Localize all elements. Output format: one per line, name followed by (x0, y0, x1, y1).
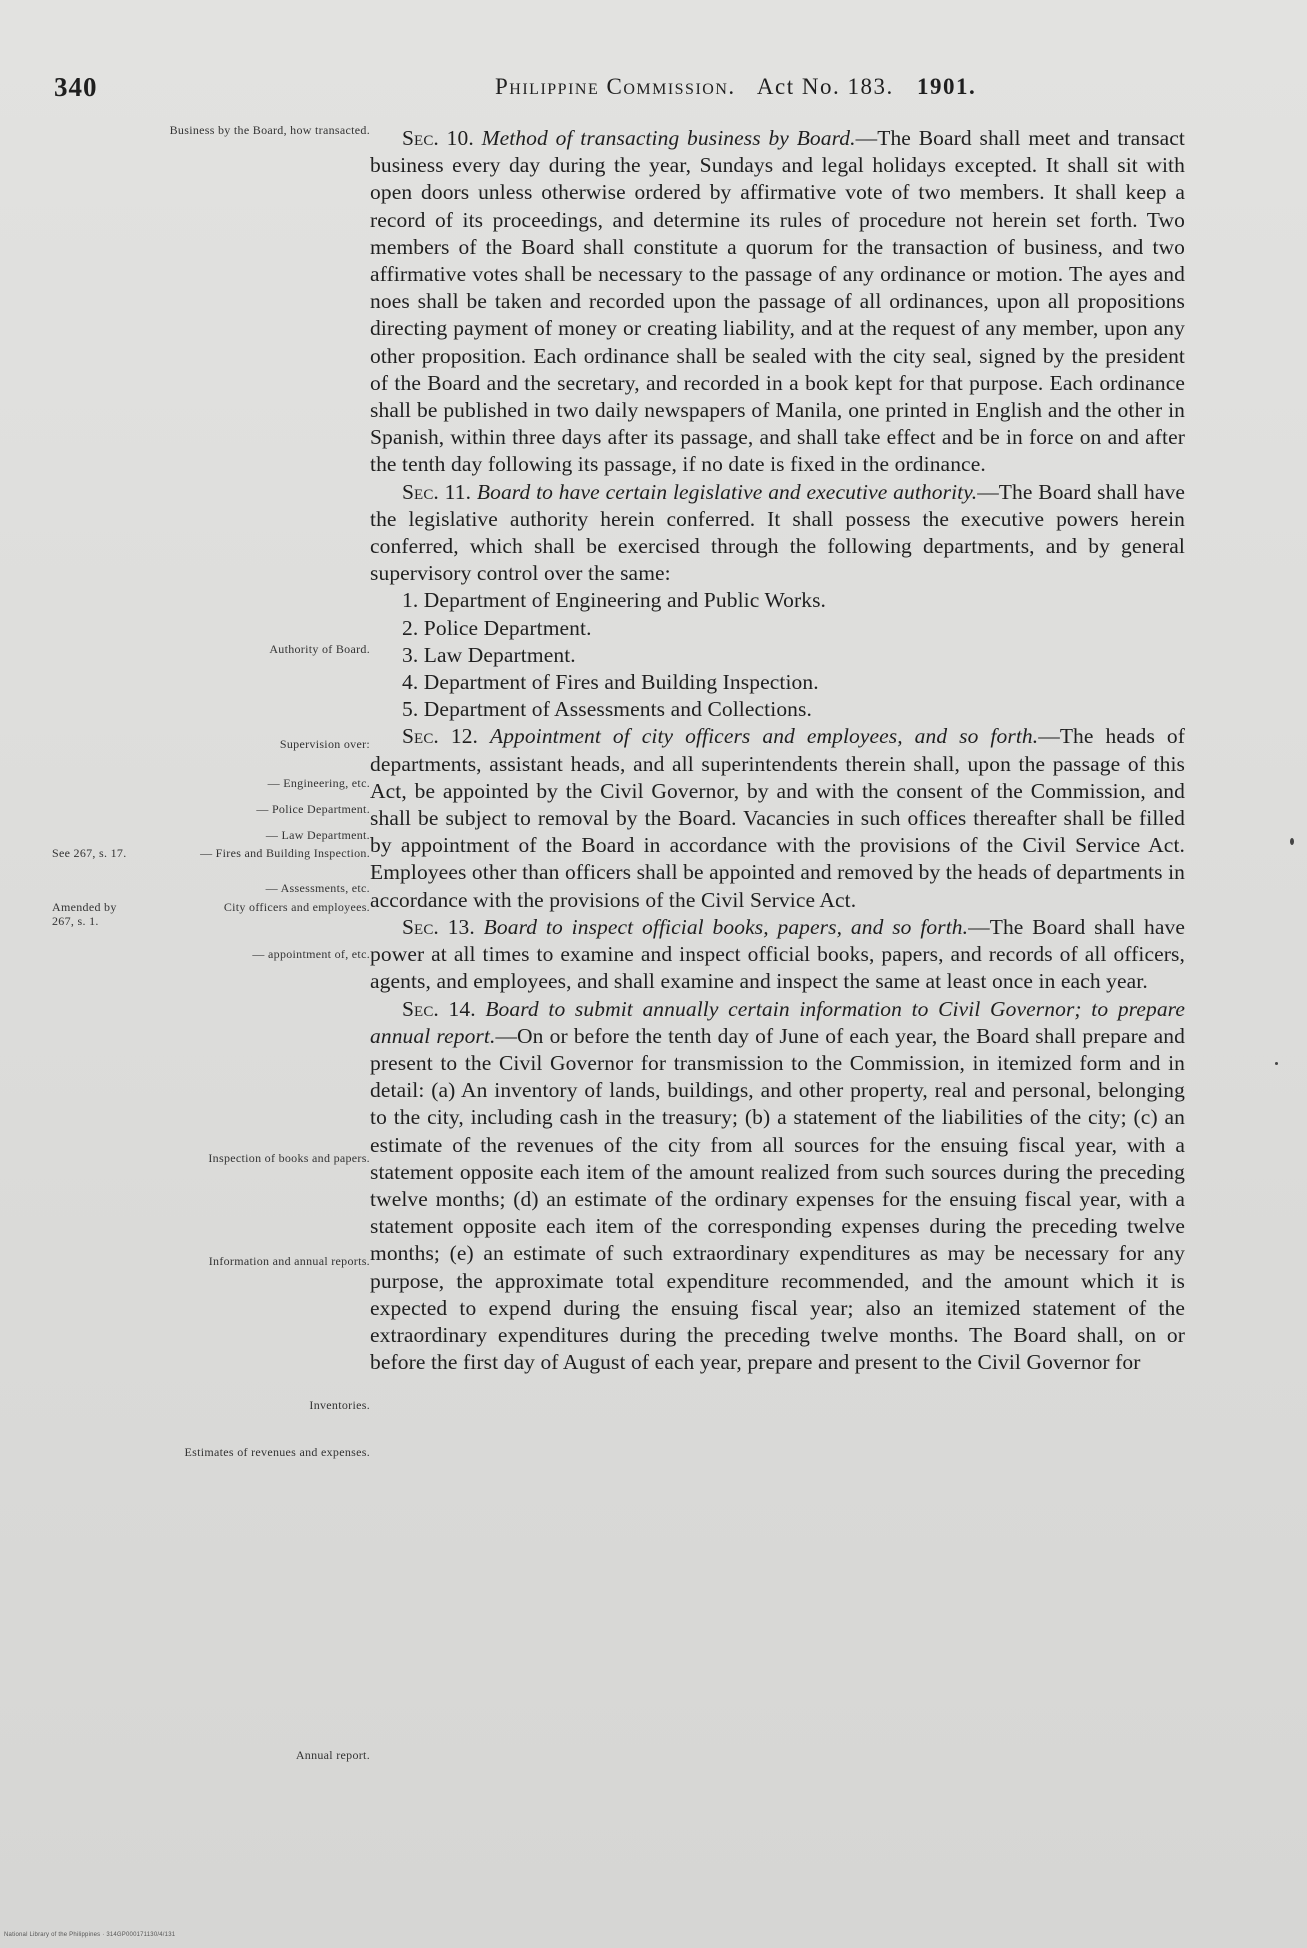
margin-note-information: Information and annual reports. (208, 1254, 370, 1268)
running-head-year: 1901. (916, 74, 977, 99)
margin-note-business: Business by the Board, how transacted. (169, 123, 370, 137)
department-item: 4. Department of Fires and Building Inspection. (402, 670, 819, 695)
section-13-head: Sec. 13. (402, 914, 475, 939)
scan-speck (1275, 1062, 1278, 1065)
department-item: 5. Department of Assessments and Collections. (402, 697, 812, 722)
section-13-text: —The Board shall have power at all times to examine and inspect official books, papers, and records of all officers, agents, and employees, and shall examine and inspect the same at least once in each year. (370, 914, 1185, 994)
margin-note-engineering: — Engineering, etc. (267, 776, 370, 790)
margin-note-inventories: Inventories. (309, 1398, 370, 1412)
margin-note-amended: Amended by 267, s. 1. (52, 900, 117, 928)
margin-note-supervision: Supervision over: (279, 737, 370, 751)
scan-footer-stamp: National Library of the Philippines · 314GP000171130/4/131 (4, 1932, 176, 1938)
section-14-head: Sec. 14. (402, 996, 476, 1021)
margin-note-police: — Police Department. (256, 802, 370, 816)
section-14-title: Board to submit annually certain information to Civil Governor; to prepare annual report. (370, 996, 1185, 1048)
section-12 (370, 723, 1185, 913)
section-10-title: Method of transacting business by Board. (481, 126, 856, 150)
margin-note-estimates: Estimates of revenues and expenses. (184, 1445, 370, 1459)
section-14-text: —On or before the tenth day of June of each year, the Board shall prepare and present to the Civil Governor for transmission to the Commission, in itemized form and in detail: (a) An inventory of lands, buildings, and other property, real and personal, belonging to the city, including cash in the treasury; (b) a statement of the liabilities of the city; (c) an estimate of the revenues of the city from all sources for the ensuing fiscal year, with a statement opposite each item of the amount realized from such sources during the preceding twelve months; (d) an estimate of the ordinary expenses for the ensuing fiscal year, with a statement opposite each item of the corresponding expenses during the preceding twelve months; (e) an estimate of such extraordinary expenditures as may be necessary for any purpose, the approximate total expenditure recommended, and the amount which it is expected to expend during the ensuing fiscal year; also an itemized statement of the extraordinary expenditures during the preceding twelve months. The Board shall, on or before the first day of August of each year, prepare and present to the Civil Governor for (370, 1023, 1185, 1375)
page-number: 340 (54, 72, 98, 102)
section-11-title: Board to have certain legislative and executive authority. (476, 479, 978, 504)
section-12-text: —The heads of departments, assistant heads, and all superintendents therein shall, upon the passage of this Act, be appointed by the Civil Governor, by and with the consent of the Commission, and shall be subject to removal by the Board. Vacancies in such offices thereafter shall be filled by appointment of the Board in accordance with the provisions of the Civil Service Act. Employees other than officers shall be appointed and removed by the heads of departments in accordance with the provisions of the Civil Service Act. (370, 724, 1185, 912)
margin-note-inspection: Inspection of books and papers. (208, 1151, 370, 1165)
department-item: 1. Department of Engineering and Public Works. (402, 588, 827, 613)
body-text (370, 125, 1185, 1376)
margin-note-assessments: — Assessments, etc. (265, 881, 370, 895)
margin-note-fires: — Fires and Building Inspection. (200, 846, 370, 860)
section-11-head: Sec. 11. (402, 479, 472, 504)
department-list (370, 587, 1185, 723)
section-10-head: Sec. 10. (402, 126, 474, 150)
margin-notes (52, 0, 370, 1948)
department-item: 2. Police Department. (402, 615, 592, 640)
section-13 (370, 914, 1185, 996)
running-head (495, 74, 976, 100)
section-13-title: Board to inspect official books, papers, and so forth. (483, 914, 969, 939)
running-head-title: Philippine Commission. (495, 74, 736, 99)
margin-note-law: — Law Department. (265, 828, 370, 842)
section-11-text: —The Board shall have the legislative authority herein conferred. It shall possess the executive powers herein conferred, which shall be exercised through the following departments, and by general supervisory control over the same: (370, 479, 1185, 586)
running-head-act: Act No. 183. (756, 74, 894, 99)
margin-note-annual-report: Annual report. (295, 1748, 370, 1762)
section-10 (370, 125, 1185, 479)
section-14 (370, 996, 1185, 1377)
section-10-text: —The Board shall meet and transact business every day during the year, Sundays and legal holidays excepted. It shall sit with open doors unless otherwise ordered by affirmative vote of two members. It shall keep a record of its proceedings, and determine its rules of procedure not herein set forth. Two members of the Board shall constitute a quorum for the transaction of business, and two affirmative votes shall be necessary to the passage of any ordinance or motion. The ayes and noes shall be taken and recorded upon the passage of all ordinances, upon all propositions directing payment of money or creating liability, and at the request of any member, upon any other proposition. Each ordinance shall be sealed with the city seal, signed by the president of the Board and the secretary, and recorded in a book kept for that purpose. Each ordinance shall be published in two daily newspapers of Manila, one printed in English and the other in Spanish, within three days after its passage, and shall take effect and be in force on and after the tenth day following its passage, if no date is fixed in the ordinance. (370, 126, 1185, 477)
department-item: 3. Law Department. (402, 642, 576, 667)
margin-note-appointment: — appointment of, etc. (252, 947, 370, 961)
margin-note-city-officers: City officers and employees. (223, 900, 370, 914)
margin-note-authority: Authority of Board. (269, 642, 370, 656)
scan-speck (1290, 838, 1294, 845)
section-12-title: Appointment of city officers and employees, and so forth. (489, 724, 1039, 749)
margin-note-see-267: See 267, s. 17. (52, 846, 127, 860)
section-11 (370, 479, 1185, 588)
section-12-head: Sec. 12. (402, 724, 479, 749)
